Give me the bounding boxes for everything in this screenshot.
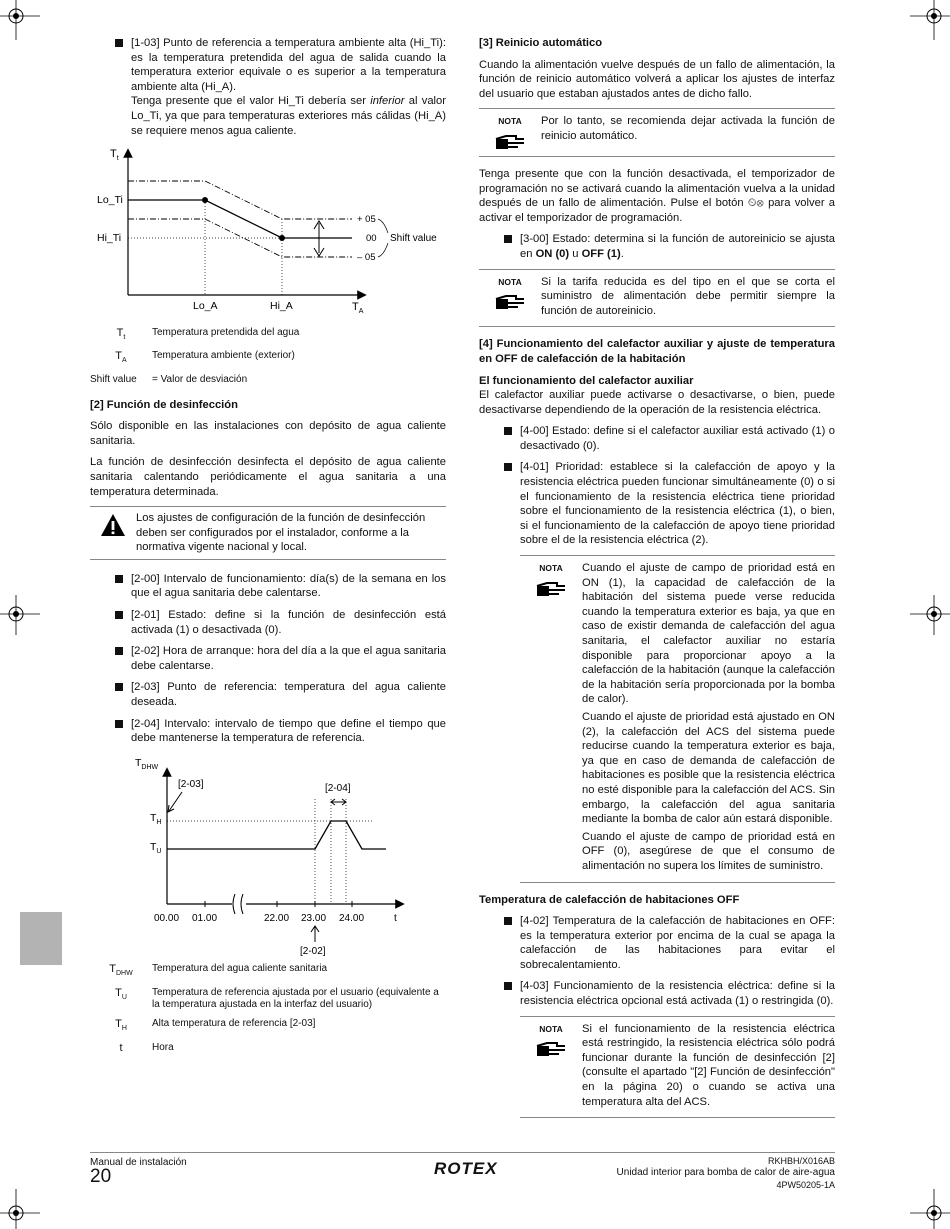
legend-symbol: $T_{DHW}$ [109, 962, 133, 977]
section-heading-4: [4] Funcionamiento del calefactor auxiliar y ajuste de temperatura en OFF de calefacción de la habitación [479, 338, 835, 365]
warning-text: Los ajustes de configuración de la función de desinfección deben ser configurados por el instalador, conforme a la normativa vigente nacional y local. [136, 512, 426, 554]
bullet-2-04: [2-04] Intervalo: intervalo de tiempo que define el tiempo que debe mantenerse la temperatura de referencia. [115, 717, 446, 746]
bullet-3-00: [3-00] Estado: determina si la función de autoreinicio se ajusta en ON (0) u OFF (1). [504, 232, 835, 261]
legend-setpoint [90, 327, 446, 387]
note-box [479, 108, 835, 157]
note-icon: NOTA [520, 561, 582, 876]
paragraph: Tenga presente que con la función desactivada, el temporizador de programación no se activará cuando la alimentación vuelva a la unidad después de un fallo de alimentación. Pulse el botón ⏲⊗ para volver a activar el temporizador de programación. [479, 167, 836, 224]
subheading-room-heating-off: Temperatura de calefacción de habitaciones OFF [479, 893, 740, 906]
note-box [520, 555, 835, 882]
timer-button-icon: ⏲⊗ [747, 197, 764, 210]
chart2-2-03: [2-03] [178, 778, 204, 790]
legend-symbol: t [119, 1042, 123, 1055]
chart2-tu: $T_U$ [150, 840, 162, 855]
note-icon: NOTA [520, 1022, 582, 1113]
chart1-lo-ti: Lo_Ti [97, 194, 123, 207]
chart2-x-2400: 24.00 [339, 912, 365, 924]
paragraph: Cuando la alimentación vuelve después de un fallo de alimentación, la función de reinicio automático volverá a aplicar los ajustes de interfaz del usuario que estaban ajustados antes de dicho fallo. [479, 58, 835, 100]
chart1-shift-label: Shift value [390, 233, 437, 245]
right-column [479, 36, 835, 1128]
footer-code: 4PW50205-1A [776, 1180, 835, 1190]
footer-manual: Manual de instalación [90, 1157, 187, 1168]
note-text: Cuando el ajuste de campo de prioridad está en OFF (0), asegúrese de que el consumo de alimentación no supera los límites de suministro. [582, 830, 835, 872]
legend-symbol: $T_t$ [116, 327, 126, 342]
chart1-minus: – 05 [357, 252, 376, 264]
crop-mark-bottom-right [910, 1189, 950, 1229]
legend-symbol: $T_H$ [115, 1018, 127, 1033]
bullet-4-02: [4-02] Temperatura de la calefacción de habitaciones en OFF: es la temperatura exterior por encima de la cual se apaga la calefacción de las habitaciones para evitar el sobrecalentamiento. [504, 914, 835, 972]
crop-mark-mid-right [910, 595, 950, 635]
footer-info [617, 1155, 835, 1191]
bullet-2-01: [2-01] Estado: define si la función de desinfección está activada (1) o desactivada (0). [115, 608, 446, 637]
page-footer [90, 1152, 835, 1190]
dhw-profile [167, 821, 386, 849]
lo-point [202, 197, 208, 203]
note-box [520, 1016, 835, 1119]
footer-desc: Unidad interior para bomba de calor de aire-agua [616, 1167, 835, 1178]
crop-mark-top-right [910, 0, 950, 40]
chart2-2-04: [2-04] [325, 782, 351, 794]
legend-desc: Hora [152, 1042, 174, 1054]
note-text: Por lo tanto, se recomienda dejar activada la función de reinicio automático. [541, 115, 835, 142]
bullet-4-03: [4-03] Funcionamiento de la resistencia eléctrica: define si la resistencia eléctrica opcional está activada (1) o restringida (0). [504, 979, 835, 1008]
chart1-zero: 00 [366, 233, 377, 245]
chart2-x-0100: 01.00 [192, 912, 218, 924]
legend-symbol: Shift value [90, 373, 137, 385]
paragraph: Sólo disponible en las instalaciones con depósito de agua caliente sanitaria. [90, 420, 446, 447]
rotex-logo: ROTEX [434, 1159, 498, 1178]
note-text: Si la tarifa reducida es del tipo en el que se corta el suministro de alimentación debe permitir siempre la función de autoreinicio. [541, 275, 835, 317]
chart1-hi-ti: Hi_Ti [97, 232, 122, 245]
hi-point [279, 235, 285, 241]
legend-desc: = Valor de desviación [152, 373, 248, 385]
note-text: Cuando el ajuste de prioridad está ajustado en ON (2), la calefacción del ACS del sistema puede reducirse cuando la temperatura exterior es baja, ya que en caso de demanda de calefacción de habitaciones es posible que la resistencia eléctrica no esté disponible para la calefacción del ACS. Sin embargo, la calefacción del agua sanitaria mediante la bomba de calor aún estará disponible. [582, 710, 835, 826]
note-icon: NOTA [479, 275, 541, 322]
chart2-2-02: [2-02] [300, 945, 326, 957]
legend-desc: Temperatura de referencia ajustada por el usuario (equivalente a la temperatura ajustada en la interfaz del usuario) [152, 987, 439, 1010]
bullet-2-03: [2-03] Punto de referencia: temperatura del agua caliente deseada. [115, 680, 446, 709]
chapter-side-tab [20, 912, 62, 965]
section-heading-3: [3] Reinicio automático [479, 37, 603, 49]
left-column [90, 36, 446, 1067]
dhw-chart [90, 754, 446, 959]
bullet-2-00: [2-00] Intervalo de funcionamiento: día(s) de la semana en los que el agua sanitaria debe calentarse. [115, 572, 446, 601]
legend-desc: Temperatura ambiente (exterior) [152, 350, 295, 362]
bullet-4-00: [4-00] Estado: define si el calefactor auxiliar está activado (1) o desactivado (0). [504, 424, 835, 453]
setpoint-chart [90, 145, 446, 323]
section-heading-2: [2] Función de desinfección [90, 398, 238, 411]
paragraph: La función de desinfección desinfecta el depósito de agua caliente sanitaria calentando periódicamente el agua sanitaria a una temperatura determinada. [90, 456, 446, 498]
page-number: 20 [90, 1166, 112, 1187]
chart2-y-label: $T_{DHW}$ [135, 756, 159, 771]
legend-desc: Alta temperatura de referencia [2-03] [152, 1018, 316, 1029]
bullet-4-01: [4-01] Prioridad: establece si la calefacción de apoyo y la resistencia eléctrica pueden funcionar simultáneamente (0) o si el funcionamiento de la resistencia eléctrica tiene prioridad sobre el funcionamiento de la resistencia eléctrica (1), o bien, si el funcionamiento de la calefacción de apoyo tiene prioridad sobre el de la resistencia eléctrica (2). [504, 460, 835, 548]
note-text: Si el funcionamiento de la resistencia eléctrica está restringido, la resistencia eléctrica sólo podrá funcionar durante la función de desinfección [2] (consulte el apartado "[2] Función de desinfección" en la página 20) o cuando se activa una temperatura alta del ACS. [582, 1022, 835, 1108]
chart2-th: $T_H$ [150, 811, 162, 826]
note-icon: NOTA [479, 114, 541, 151]
chart2-x-0000: 00.00 [154, 912, 180, 924]
legend-symbol: $T_U$ [115, 987, 127, 1002]
chart1-lo-a: Lo_A [193, 300, 218, 313]
chart2-x-2200: 22.00 [264, 912, 290, 924]
crop-mark-bottom-left [0, 1189, 40, 1229]
paragraph: El calefactor auxiliar puede activarse o desactivarse, o bien, puede desactivarse dependiendo de la operación de la resistencia eléctrica. [479, 389, 835, 416]
legend-symbol: $T_A$ [115, 350, 127, 365]
legend-desc: Temperatura pretendida del agua [152, 327, 300, 339]
chart1-plus: + 05 [357, 214, 376, 226]
chart2-x-t: t [394, 912, 397, 924]
bullet-1-03: [1-03] Punto de referencia a temperatura ambiente alta (Hi_Ti): es la temperatura pretendida del agua de salida cuando la temperatura exterior equivale o es superior a la temperatura ambiente alta (Hi_A). Tenga presente que el valor Hi_Ti debería ser inferior al valor Lo_Ti, ya que para temperaturas exteriores más cálidas (Hi_A) se requiere menos agua caliente. [115, 36, 446, 138]
bullet-2-02: [2-02] Hora de arranque: hora del día a la que el agua sanitaria debe calentarse. [115, 644, 446, 673]
legend-desc: Temperatura del agua caliente sanitaria [152, 962, 328, 974]
subheading-auxiliary: El funcionamiento del calefactor auxiliar [479, 374, 694, 387]
chart1-x-label: $T_A$ [352, 301, 364, 316]
crop-mark-mid-left [0, 595, 40, 635]
legend-dhw [90, 963, 446, 1058]
chart1-y-label: $T_t$ [110, 148, 119, 163]
chart1-hi-a: Hi_A [270, 300, 293, 313]
note-box [479, 269, 835, 328]
warning-icon [90, 511, 136, 555]
warning-box [90, 506, 446, 560]
chart2-x-2300: 23.00 [301, 912, 327, 924]
footer-model: RKHBH/X016AB [767, 1156, 835, 1166]
crop-mark-top-left [0, 0, 40, 40]
note-text: Cuando el ajuste de campo de prioridad está en ON (1), la capacidad de calefacción de la habitación del sistema puede verse reducida cuando la temperatura exterior es baja, ya que en caso de existir demanda de calefacción del agua sanitaria, el calefactor auxiliar no estaría disponible para proporcionar apoyo a la calefacción de la habitación (aunque la calefacción de la habitación sería proporcionada por la bomba de calor). [582, 562, 835, 706]
